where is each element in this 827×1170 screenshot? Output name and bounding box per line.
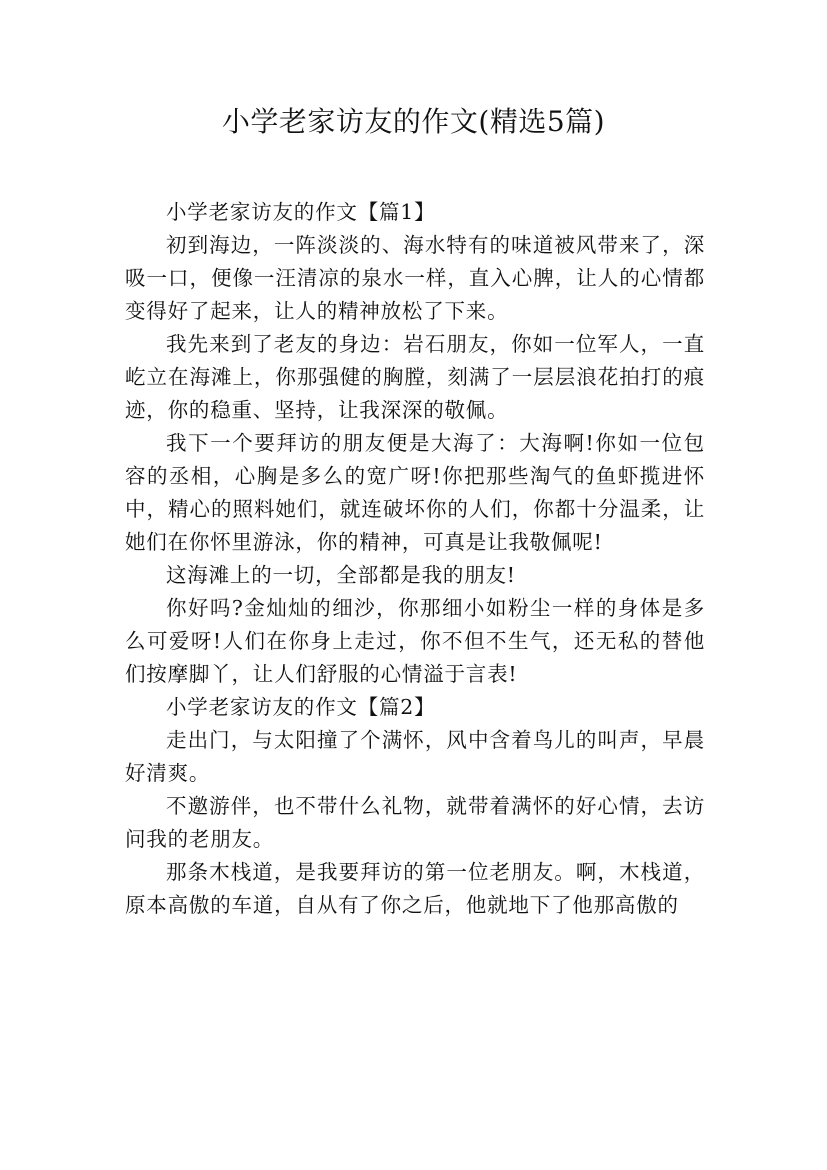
section-heading: 小学老家访友的作文【篇2】: [166, 695, 436, 719]
paragraph: 初到海边，一阵淡淡的、海水特有的味道被风带来了，深吸一口，便像一汪清凉的泉水一样，直入心脾，让人的心情都变得好了起来，让人的精神放松了下来。: [125, 233, 705, 323]
paragraph: 我先来到了老友的身边：岩石朋友，你如一位军人，一直屹立在海滩上，你那强健的胸膛，刻满了一层层浪花拍打的痕迹，你的稳重、坚持，让我深深的敬佩。: [125, 332, 705, 422]
paragraph: 走出门，与太阳撞了个满怀，风中含着鸟儿的叫声，早晨好清爽。: [125, 728, 705, 785]
paragraph: 这海滩上的一切，全部都是我的朋友!: [166, 563, 516, 587]
document-title: 小学老家访友的作文(精选5篇): [221, 105, 606, 138]
section-heading: 小学老家访友的作文【篇1】: [166, 200, 436, 224]
paragraph: 你好吗?金灿灿的细沙，你那细小如粉尘一样的身体是多么可爱呀!人们在你身上走过，你不但不生气，还无私的替他们按摩脚丫，让人们舒服的心情溢于言表!: [125, 596, 705, 686]
paragraph: 不邀游伴，也不带什么礼物，就带着满怀的好心情，去访问我的老朋友。: [125, 794, 705, 851]
document-body: [125, 196, 705, 922]
paragraph: 那条木栈道，是我要拜访的第一位老朋友。啊，木栈道，原本高傲的车道，自从有了你之后，他就地下了他那高傲的: [125, 860, 705, 917]
paragraph: 我下一个要拜访的朋友便是大海了：大海啊!你如一位包容的丞相，心胸是多么的宽广呀!你把那些淘气的鱼虾揽进怀中，精心的照料她们，就连破坏你的人们，你都十分温柔，让她们在你怀里游泳，你的精神，可真是让我敬佩呢!: [125, 431, 705, 554]
